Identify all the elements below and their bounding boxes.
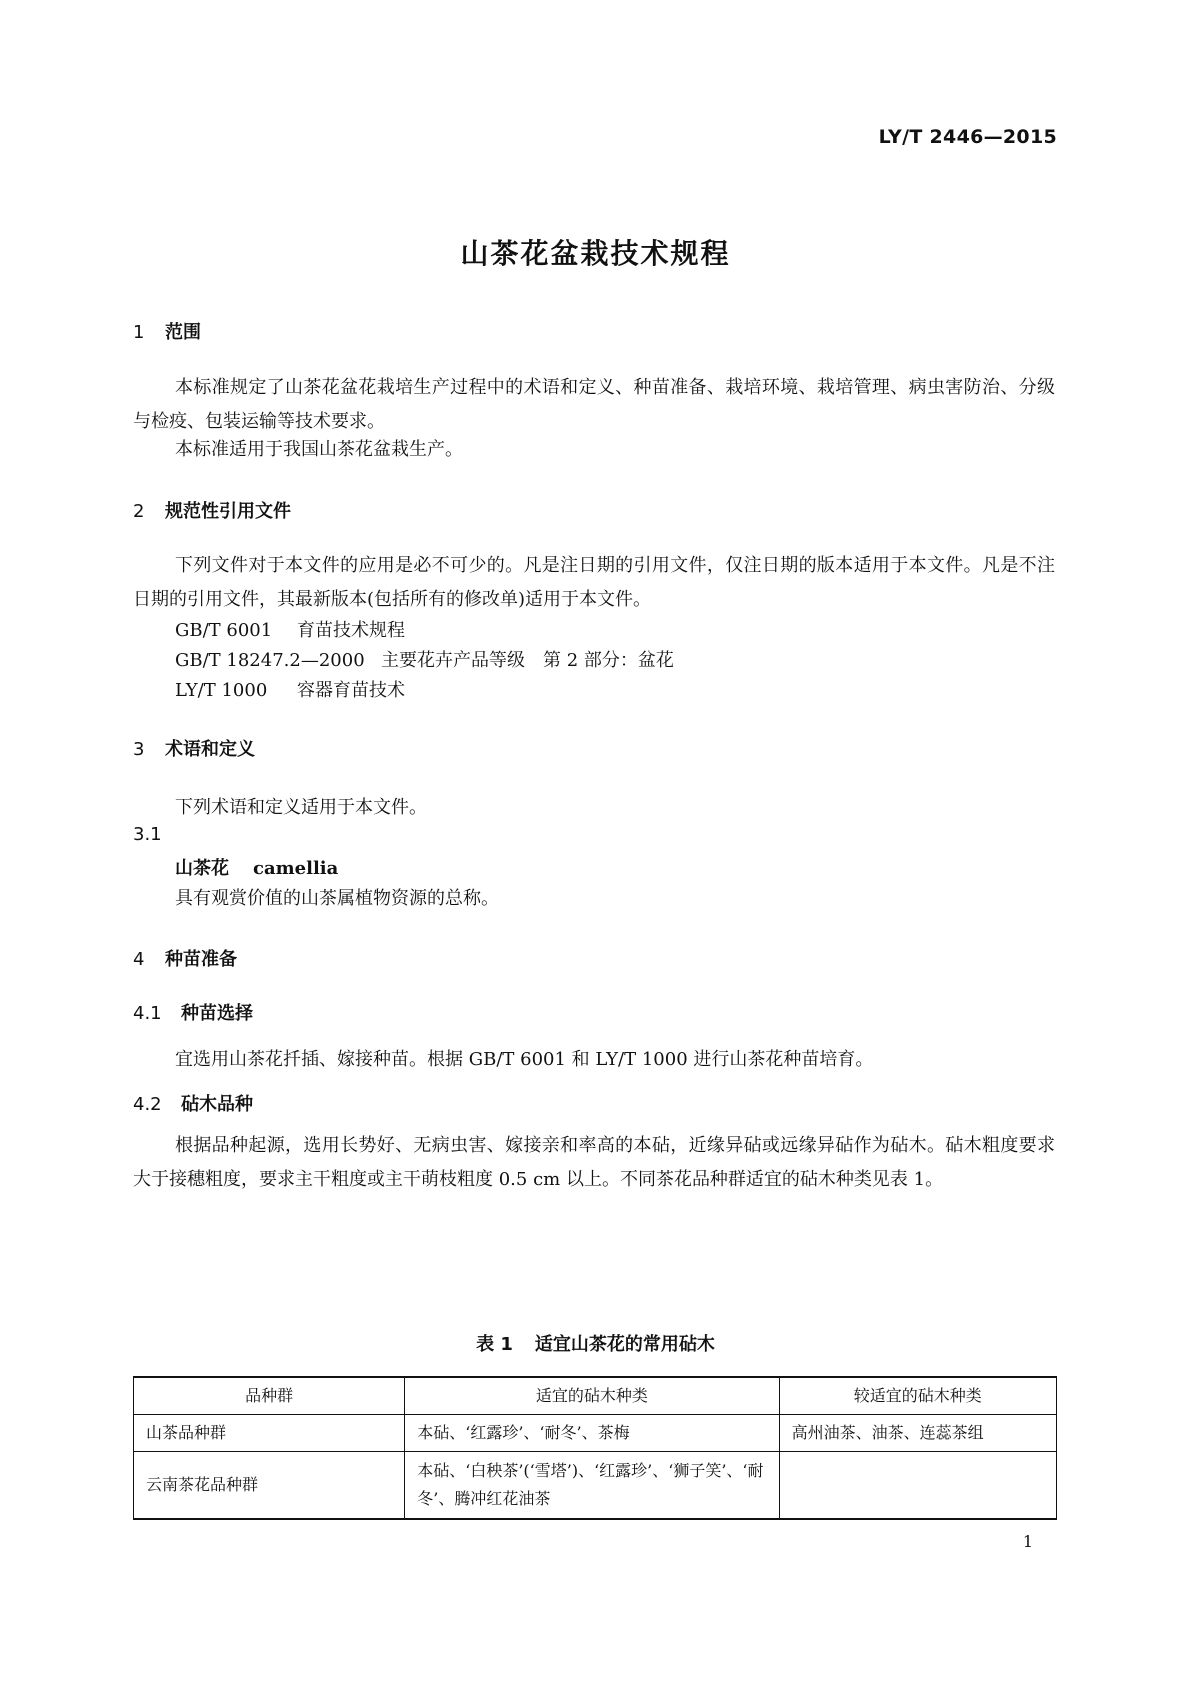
- section-title: 范围: [165, 322, 201, 343]
- section-title: 种苗准备: [165, 949, 237, 970]
- section-title: 规范性引用文件: [165, 501, 291, 522]
- term-chinese: 山茶花: [175, 858, 229, 879]
- table-cell: 云南茶花品种群: [134, 1452, 405, 1520]
- reference-code: GB/T 6001: [175, 620, 273, 641]
- section-4-heading: [133, 945, 237, 971]
- table-header-cell: 适宜的砧木种类: [405, 1377, 779, 1415]
- document-title: 山茶花盆栽技术规程: [460, 237, 731, 270]
- reference-item: [175, 646, 674, 672]
- table-caption-text: 适宜山茶花的常用砧木: [534, 1334, 715, 1355]
- section-3-heading: [133, 735, 255, 761]
- section-2-heading: [133, 497, 291, 523]
- section-4-2-heading: [133, 1090, 253, 1116]
- table-cell: 山茶品种群: [134, 1415, 405, 1452]
- table-cell: 高州油茶、油茶、连蕊茶组: [779, 1415, 1056, 1452]
- table-cell: 本砧、‘白秧茶’(‘雪塔’)、‘红露珍’、‘狮子笑’、‘耐冬’、腾冲红花油茶: [405, 1452, 779, 1520]
- section-number: 4.2: [133, 1094, 162, 1115]
- reference-item: [175, 616, 405, 642]
- table-header-cell: 较适宜的砧木种类: [779, 1377, 1056, 1415]
- table-header-cell: 品种群: [134, 1377, 405, 1415]
- page-number: 1: [1022, 1532, 1033, 1551]
- term-number: 3.1: [133, 824, 162, 845]
- section-1-paragraph-2: 本标准适用于我国山茶花盆栽生产。: [175, 439, 463, 460]
- section-title: 砧木品种: [181, 1094, 253, 1115]
- section-4-2-paragraph: 根据品种起源，选用长势好、无病虫害、嫁接亲和率高的本砧，近缘异砧或远缘异砧作为砧木。砧木粗度要求大于接穗粗度，要求主干粗度或主干萌枝粗度 0.5 cm 以上。不同茶花品种群适宜的砧木种类见表 1。: [133, 1135, 1055, 1190]
- section-title: 术语和定义: [165, 739, 255, 760]
- table-cell: [779, 1452, 1056, 1520]
- standard-code: LY/T 2446—2015: [878, 126, 1057, 148]
- section-title: 种苗选择: [181, 1003, 253, 1024]
- reference-name: 容器育苗技术: [297, 680, 405, 701]
- section-number: 2: [133, 501, 145, 522]
- section-number: 4: [133, 949, 145, 970]
- section-number: 3: [133, 739, 145, 760]
- term-definition: 具有观赏价值的山茶属植物资源的总称。: [175, 888, 499, 909]
- reference-code: GB/T 18247.2—2000: [175, 650, 365, 671]
- table-row: [134, 1415, 1057, 1452]
- section-1-heading: [133, 318, 201, 344]
- table-cell: 本砧、‘红露珍’、‘耐冬’、茶梅: [405, 1415, 779, 1452]
- rootstock-table: [133, 1376, 1057, 1520]
- reference-code: LY/T 1000: [175, 680, 268, 701]
- term-english: camellia: [253, 858, 339, 879]
- table-label: 表 1: [476, 1334, 513, 1355]
- table-caption: [0, 1330, 1191, 1356]
- term-heading: [175, 854, 338, 880]
- section-3-paragraph-1: 下列术语和定义适用于本文件。: [175, 797, 427, 818]
- table-header-row: [134, 1377, 1057, 1415]
- section-number: 4.1: [133, 1003, 162, 1024]
- reference-item: [175, 676, 405, 702]
- table-row: [134, 1452, 1057, 1520]
- section-1-paragraph-1: 本标准规定了山茶花盆花栽培生产过程中的术语和定义、种苗准备、栽培环境、栽培管理、病虫害防治、分级与检疫、包装运输等技术要求。: [133, 377, 1055, 432]
- reference-name: 主要花卉产品等级 第 2 部分：盆花: [381, 650, 674, 671]
- section-2-paragraph-1: 下列文件对于本文件的应用是必不可少的。凡是注日期的引用文件，仅注日期的版本适用于本文件。凡是不注日期的引用文件，其最新版本(包括所有的修改单)适用于本文件。: [133, 555, 1055, 610]
- section-4-1-heading: [133, 999, 253, 1025]
- section-number: 1: [133, 322, 145, 343]
- reference-name: 育苗技术规程: [297, 620, 405, 641]
- section-4-1-paragraph: 宜选用山茶花扦插、嫁接种苗。根据 GB/T 6001 和 LY/T 1000 进行山茶花种苗培育。: [175, 1049, 874, 1070]
